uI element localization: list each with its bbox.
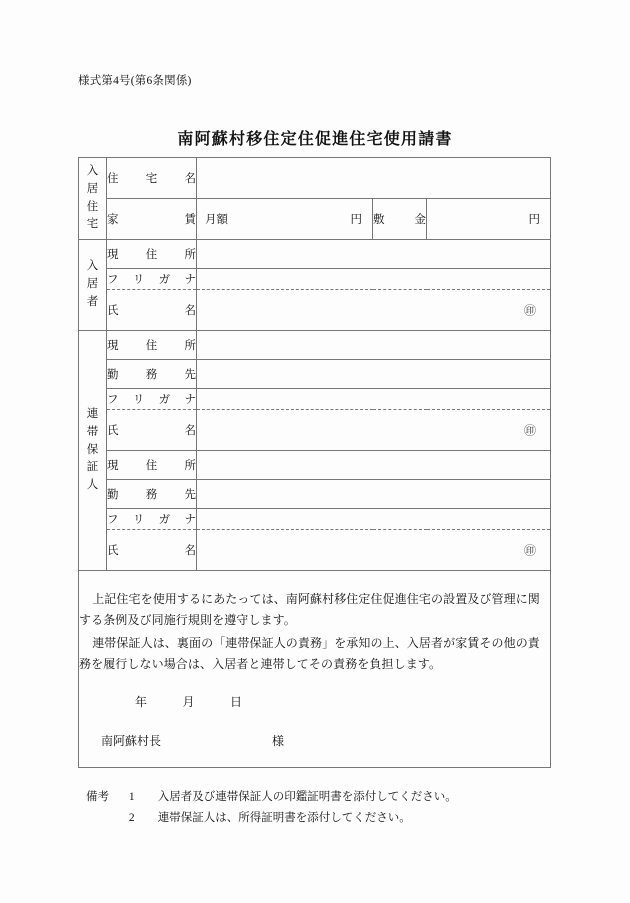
- field-guarantor2-workplace[interactable]: [197, 480, 551, 509]
- addressee-name: 南阿蘇村長: [101, 734, 162, 748]
- table-row-guarantor1-address: [79, 331, 551, 360]
- table-row-guarantor2-furigana: [79, 509, 551, 530]
- label-deposit: 敷 金: [373, 199, 427, 240]
- monthly-label: 月額: [205, 214, 228, 226]
- statement-block: [79, 571, 551, 768]
- seal-icon: ㊞: [524, 303, 537, 318]
- label-resident-furigana: フ リ ガ ナ: [107, 269, 197, 290]
- date-line[interactable]: [135, 693, 550, 710]
- footnote-text: 連帯保証人は、所得証明書を添付してください。: [157, 812, 411, 825]
- rent-currency-unit: 円: [350, 214, 362, 226]
- table-row-guarantor1-name: [79, 410, 551, 451]
- field-rent-monthly[interactable]: [197, 199, 373, 240]
- field-guarantor1-address[interactable]: [197, 331, 551, 360]
- label-guarantor1-workplace: 勤 務 先: [107, 360, 197, 389]
- label-guarantor1-name: 氏 名: [107, 410, 197, 451]
- label-resident-address: 現 住 所: [107, 240, 197, 269]
- table-row-statement: [79, 571, 551, 768]
- group-label-residence: 入 居 住 宅: [79, 158, 107, 240]
- date-year-label: 年: [135, 695, 148, 709]
- addressee-honorific: 様: [272, 734, 285, 748]
- label-guarantor2-address: 現 住 所: [107, 451, 197, 480]
- footnote-number: 2: [128, 812, 135, 825]
- field-resident-name[interactable]: [197, 290, 551, 331]
- page-title: 南阿蘇村移住定住促進住宅使用請書: [177, 131, 453, 148]
- addressee-line: [101, 732, 550, 749]
- field-deposit[interactable]: [427, 199, 551, 240]
- footnote-item: [86, 808, 457, 829]
- field-guarantor1-furigana[interactable]: [197, 389, 551, 410]
- statement-paragraph-1: 上記住宅を使用するにあたっては、南阿蘇村移住定住促進住宅の設置及び管理に関する条例及び同施行規則を遵守します。: [79, 592, 540, 627]
- table-row-resident-address: [79, 240, 551, 269]
- date-month-label: 月: [182, 695, 196, 709]
- table-row-guarantor1-workplace: [79, 360, 551, 389]
- field-guarantor1-name[interactable]: [197, 410, 551, 451]
- field-resident-furigana[interactable]: [197, 269, 551, 290]
- label-rent: 家 賃: [107, 199, 197, 240]
- footnotes: [86, 787, 457, 830]
- table-row-guarantor2-workplace: [79, 480, 551, 509]
- label-guarantor1-address: 現 住 所: [107, 331, 197, 360]
- label-guarantor1-furigana: フ リ ガ ナ: [107, 389, 197, 410]
- table-row-residence-name: [79, 158, 551, 199]
- date-day-label: 日: [230, 695, 243, 709]
- label-guarantor2-furigana: フ リ ガ ナ: [107, 509, 197, 530]
- footnotes-label: 備考: [86, 791, 109, 803]
- form-number: 様式第4号(第6条関係): [78, 75, 192, 87]
- table-row-guarantor1-furigana: [79, 389, 551, 410]
- footnote-item: [86, 787, 457, 808]
- table-row-guarantor2-address: [79, 451, 551, 480]
- label-resident-name: 氏 名: [107, 290, 197, 331]
- statement-text: [79, 589, 550, 675]
- field-guarantor2-furigana[interactable]: [197, 509, 551, 530]
- deposit-currency-unit: 円: [528, 214, 541, 226]
- field-guarantor2-name[interactable]: [197, 530, 551, 571]
- seal-icon: ㊞: [524, 543, 537, 558]
- application-form-table: [78, 157, 551, 768]
- field-guarantor1-workplace[interactable]: [197, 360, 551, 389]
- label-residence-name: 住 宅 名: [107, 158, 197, 199]
- label-guarantor2-name: 氏 名: [107, 530, 197, 571]
- footnote-text: 入居者及び連帯保証人の印鑑証明書を添付してください。: [157, 791, 457, 803]
- footnote-number: 1: [128, 791, 135, 803]
- group-label-resident: 入 居 者: [79, 240, 107, 331]
- field-guarantor2-address[interactable]: [197, 451, 551, 480]
- table-row-resident-name: [79, 290, 551, 331]
- table-row-rent: [79, 199, 551, 240]
- field-resident-address[interactable]: [197, 240, 551, 269]
- table-row-resident-furigana: [79, 269, 551, 290]
- label-guarantor2-workplace: 勤 務 先: [107, 480, 197, 509]
- statement-paragraph-2: 連帯保証人は、裏面の「連帯保証人の責務」を承知の上、入居者が家賃その他の責務を履行しない場合は、入居者と連帯してその責務を負担します。: [79, 636, 540, 671]
- group-label-guarantor: 連 帯 保 証 人: [79, 331, 107, 571]
- table-row-guarantor2-name: [79, 530, 551, 571]
- seal-icon: ㊞: [524, 423, 537, 438]
- field-residence-name[interactable]: [197, 158, 551, 199]
